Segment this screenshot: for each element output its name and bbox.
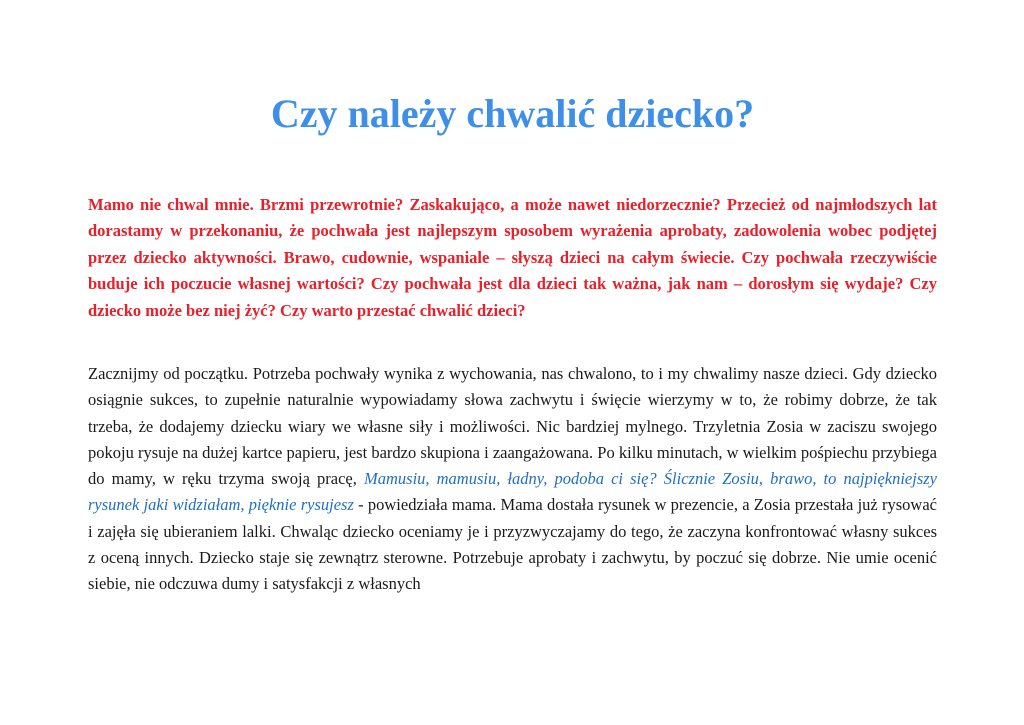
body-text-before-quote: Zacznijmy od początku. Potrzeba pochwały wynika z wychowania, nas chwalono, to i my chwalimy nasze dzieci. Gdy dziecko osiągnie sukces, to zupełnie naturalnie wypowiadamy słowa zachwytu i święcie wierzymy w to, że robimy dobrze, że tak trzeba, że dodajemy dziecku wiary we własne siły i możliwości. Nic bardziej mylnego. Trzyletnia Zosia w zaciszu swojego pokoju rysuje na dużej kartce papieru, jest bardzo skupiona i zaangażowana. Po kilku minutach, w wielkim pośpiechu przybiega do mamy, w ręku trzyma swoją pracę, [88, 364, 937, 489]
lead-paragraph: Mamo nie chwal mnie. Brzmi przewrotnie? Zaskakująco, a może nawet niedorzecznie? Przecież od najmłodszych lat dorastamy w przekonaniu, że pochwała jest najlepszym sposobem wyrażenia aprobaty, zadowolenia wobec podjętej przez dziecko aktywności. Brawo, cudownie, wspaniale – słyszą dzieci na całym świecie. Czy pochwała rzeczywiście buduje ich poczucie własnej wartości? Czy pochwała jest dla dzieci tak ważna, jak nam – dorosłym się wydaje? Czy dziecko może bez niej żyć? Czy warto przestać chwalić dzieci? [88, 195, 937, 320]
body-text-after-quote: - powiedziała mama. Mama dostała rysunek w prezencie, a Zosia przestała już rysować i zajęła się ubieraniem lalki. Chwaląc dziecko oceniamy je i przyzwyczajamy do tego, że zaczyna konfrontować własny sukces z oceną innych. Dziecko staje się zewnątrz sterowne. Potrzebuje aprobaty i zachwytu, by poczuć się dobrze. Nie umie ocenić siebie, nie odczuwa dumy i satysfakcji z własnych [88, 495, 937, 594]
body-paragraph [88, 361, 937, 598]
dialogue-quote: Mamusiu, mamusiu, ładny, podoba ci się? Ślicznie Zosiu, brawo, to najpiękniejszy rysunek jaki widziałam, pięknie rysujesz [88, 469, 937, 515]
document-title: Czy należy chwalić dziecko? [270, 91, 755, 136]
